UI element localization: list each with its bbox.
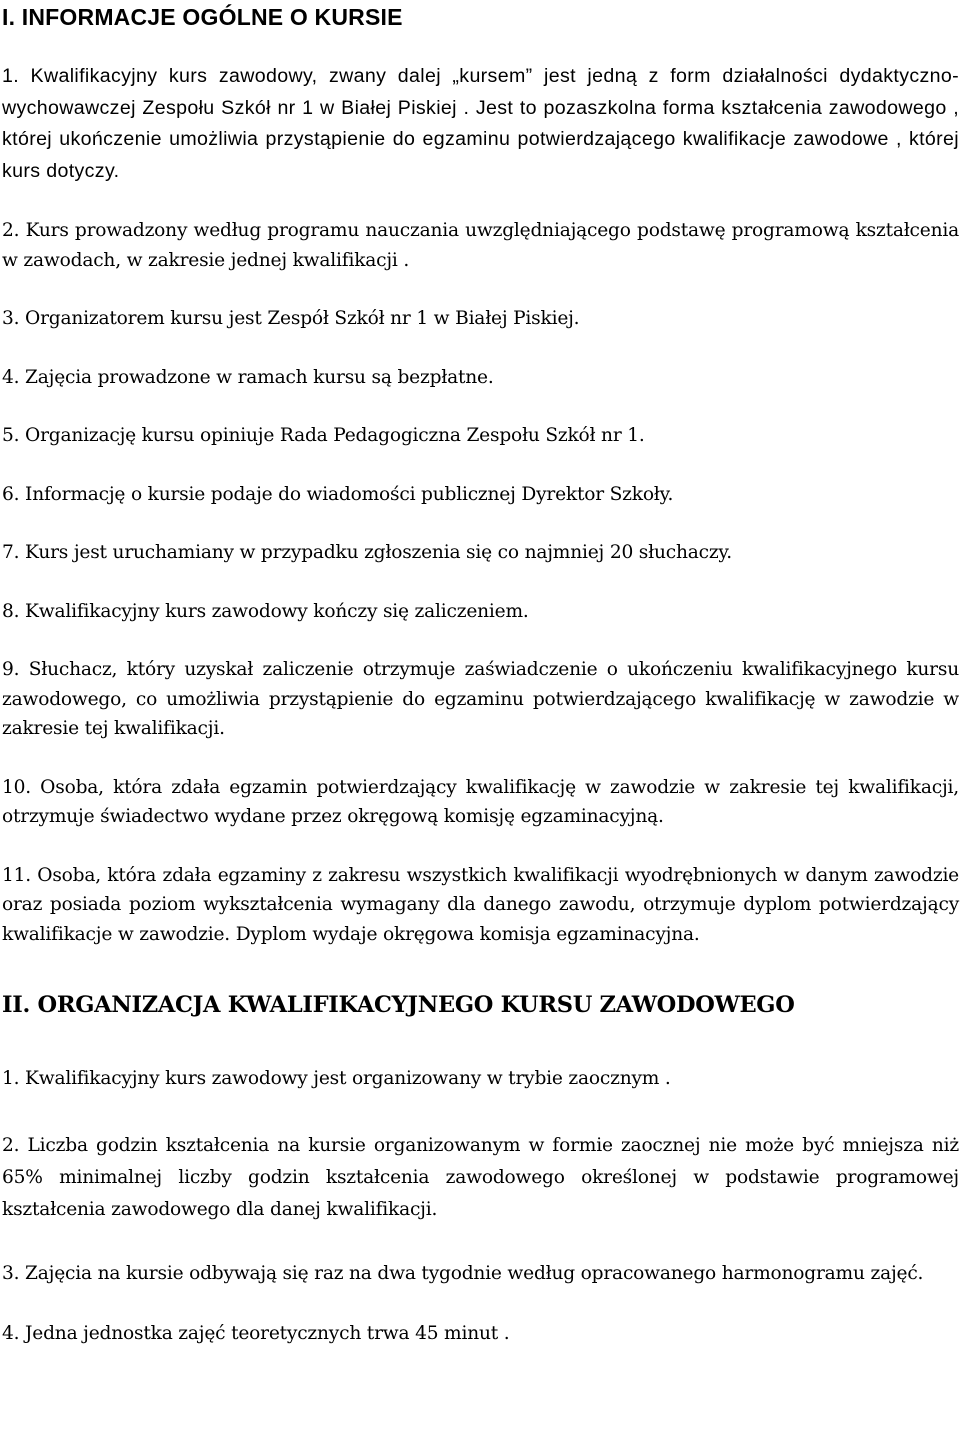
section-1-heading: I. INFORMACJE OGÓLNE O KURSIE	[2, 4, 403, 30]
section-1-item-2: 2. Kurs prowadzony według programu nauczania uwzględniającego podstawę programową kształcenia w zawodach, w zakresie jednej kwalifikacji .	[2, 220, 959, 271]
section-2-item-1: 1. Kwalifikacyjny kurs zawodowy jest organizowany w trybie zaocznym .	[2, 1068, 671, 1089]
section-1-item-10: 10. Osoba, która zdała egzamin potwierdzający kwalifikację w zawodzie w zakresie tej kwalifikacji, otrzymuje świadectwo wydane przez okręgową komisję egzaminacyjną.	[2, 776, 959, 827]
section-2-item-2: 2. Liczba godzin kształcenia na kursie organizowanym w formie zaocznej nie może być mniejsza niż 65% minimalnej liczby godzin kształcenia zawodowego określonej w podstawie programowej kształcenia zawodowego dla danej kwalifikacji.	[2, 1134, 959, 1220]
section-1-item-3: 3. Organizatorem kursu jest Zespół Szkół nr 1 w Białej Piskiej.	[2, 308, 580, 329]
section-2-item-4: 4. Jedna jednostka zajęć teoretycznych trwa 45 minut .	[2, 1323, 510, 1344]
section-1-item-9: 9. Słuchacz, który uzyskał zaliczenie otrzymuje zaświadczenie o ukończeniu kwalifikacyjnego kursu zawodowego, co umożliwia przystąpienie do egzaminu potwierdzającego kwalifikację w zawodzie w zakresie tej kwalifikacji.	[2, 659, 959, 739]
section-1-item-11: 11. Osoba, która zdała egzaminy z zakresu wszystkich kwalifikacji wyodrębnionych w danym zawodzie oraz posiada poziom wykształcenia wymagany dla danego zawodu, otrzymuje dyplom potwierdzający kwalifikacje w zawodzie. Dyplom wydaje okręgowa komisja egzaminacyjna.	[2, 864, 959, 945]
section-1-item-5: 5. Organizację kursu opiniuje Rada Pedagogiczna Zespołu Szkół nr 1.	[2, 425, 645, 446]
section-1-item-4: 4. Zajęcia prowadzone w ramach kursu są bezpłatne.	[2, 366, 494, 388]
section-1-item-1: 1. Kwalifikacyjny kurs zawodowy, zwany dalej „kursem” jest jedną z form działalności dydaktyczno-wychowawczej Zespołu Szkół nr 1 w Białej Piskiej . Jest to pozaszkolna forma kształcenia zawodowego , której ukończenie umożliwia przystąpienie do egzaminu potwierdzającego kwalifikacje zawodowe , której kurs dotyczy.	[2, 65, 959, 182]
section-2-heading: II. ORGANIZACJA KWALIFIKACYJNEGO KURSU ZAWODOWEGO	[2, 992, 795, 1018]
section-2-item-3: 3. Zajęcia na kursie odbywają się raz na dwa tygodnie według opracowanego harmonogramu zajęć.	[2, 1262, 924, 1284]
section-1-item-8: 8. Kwalifikacyjny kurs zawodowy kończy się zaliczeniem.	[2, 600, 529, 622]
section-1-item-7: 7. Kurs jest uruchamiany w przypadku zgłoszenia się co najmniej 20 słuchaczy.	[2, 542, 732, 563]
section-1-item-6: 6. Informację o kursie podaje do wiadomości publicznej Dyrektor Szkoły.	[2, 483, 674, 505]
